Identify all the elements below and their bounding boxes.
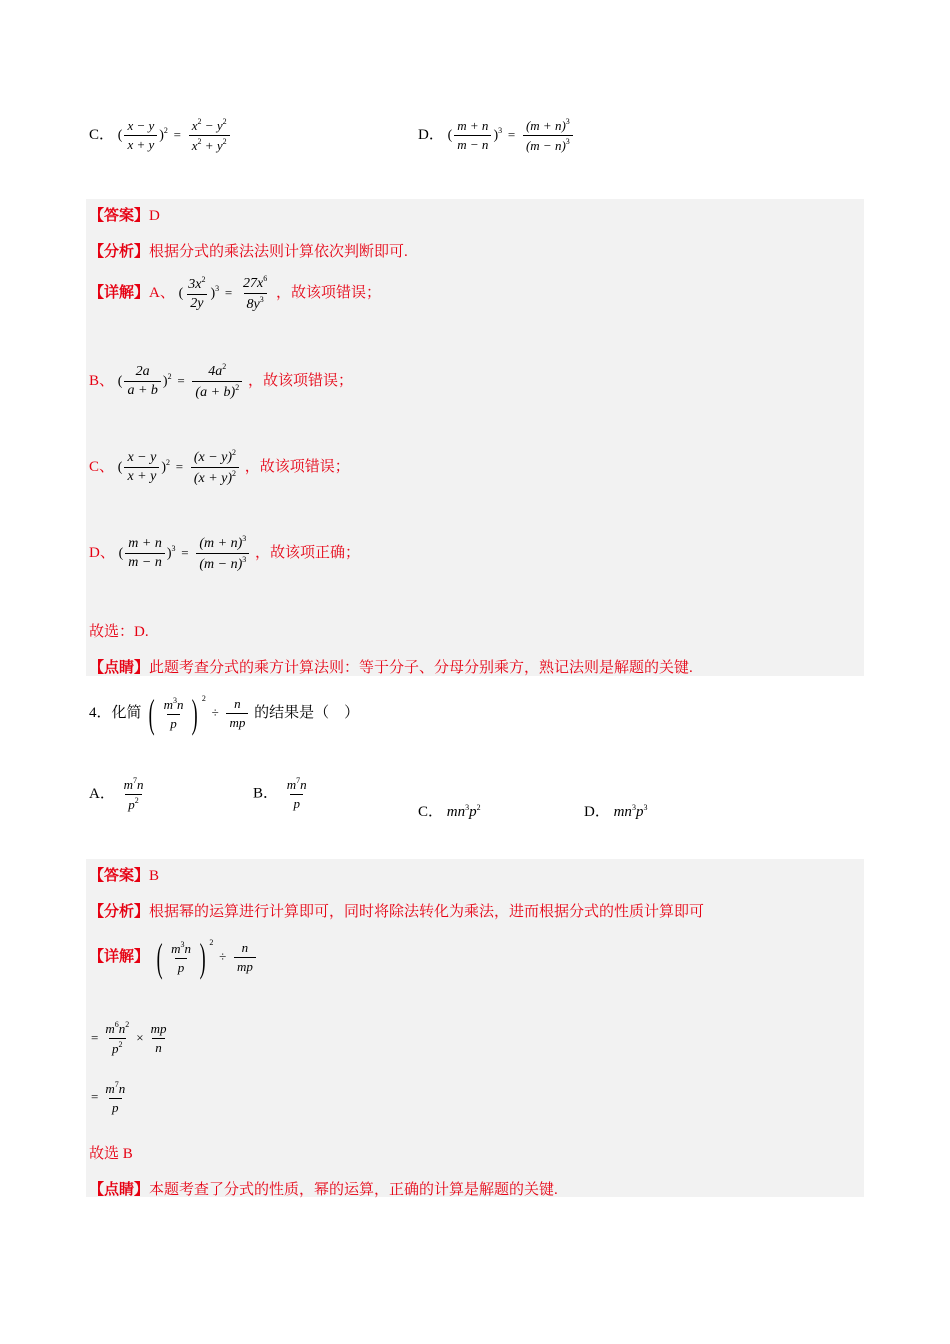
q4-step-2-formula: = $\frac{m^7n}{p}$ (91, 1080, 126, 1115)
q4-option-b[interactable] (253, 776, 312, 812)
q4-option-c-formula: $mn^3p^2$ (446, 803, 481, 820)
q3-detail-a (89, 274, 381, 313)
q4-comment (89, 1178, 558, 1199)
q4-answer-tag: 【答案】 (89, 868, 150, 884)
q3-detail-b (89, 362, 353, 401)
q3-comment-tag: 【点睛】 (89, 660, 150, 676)
q4-analysis-text: 根据幂的运算进行计算即可，同时将除法转化为乘法，进而根据分式的性质计算即可 (149, 904, 705, 920)
q4-option-d-label: D． (584, 804, 610, 820)
q4-option-d[interactable] (584, 800, 647, 821)
q3-option-c-formula: ( $\frac{x - y}{x + y}$ )$^2$ = $\frac{x^2 - y^2}{x^2 + y^2}$ (118, 127, 232, 143)
q4-step-1-formula: = $\frac{m^6n^2}{p^2}$ × $\frac{mp}{n}$ (91, 1020, 167, 1056)
q4-number: 4．化简 (89, 704, 142, 721)
q3-analysis-text: 根据分式的乘法法则计算依次判断即可. (149, 244, 408, 260)
q4-step-1 (89, 1020, 171, 1057)
q4-stem-formula: ( $\frac{m^3n}{p}$ ) $^2$ ÷ $\frac{n}{mp}$ (145, 705, 254, 721)
q4-choice: 故选 B (89, 1146, 133, 1162)
q3-detail-c-prefix: C、 (89, 458, 115, 475)
q4-comment-tag: 【点睛】 (89, 1182, 150, 1198)
q4-analysis (89, 900, 704, 921)
q3-answer-value: D (149, 208, 160, 224)
q3-detail-d-formula: ( $\frac{m + n}{m - n}$ )$^3$ = $\frac{(m + n)^3}{(m - n)^3}$ (119, 545, 255, 561)
q3-detail-c (89, 448, 350, 487)
q3-detail-b-suffix: ，故该项错误； (247, 372, 353, 389)
q3-solution-block (86, 199, 864, 676)
q4-answer (89, 864, 159, 885)
q4-detail-formula: ( $\frac{m^3n}{p}$ ) $^2$ ÷ $\frac{n}{mp}$ (153, 949, 258, 965)
q4-option-d-formula: $mn^3p^3$ (613, 803, 648, 820)
q3-detail-d-suffix: ，故该项正确； (254, 544, 360, 561)
q4-option-b-formula: $\frac{m^7n}{p}$ (286, 776, 307, 811)
q4-tail: 的结果是（ ） (254, 704, 360, 721)
q3-option-d[interactable] (418, 117, 575, 154)
q4-stem (89, 690, 359, 737)
q3-answer-tag: 【答案】 (89, 208, 150, 224)
q3-option-c[interactable] (89, 117, 232, 154)
q3-option-d-formula: ( $\frac{m + n}{m - n}$ )$^3$ = $\frac{(m + n)^3}{(m - n)^3}$ (448, 127, 575, 143)
q4-option-a-label: A． (89, 785, 115, 802)
q4-analysis-tag: 【分析】 (89, 904, 150, 920)
q3-comment-text: 此题考查分式的乘方计算法则：等于分子、分母分别乘方，熟记法则是解题的关键. (149, 660, 693, 676)
q3-detail-a-formula: ( $\frac{3x^2}{2y}$ )$^3$ = $\frac{27x^6}{8y^3}$ (178, 274, 268, 312)
q4-option-b-label: B． (253, 785, 279, 802)
q3-analysis-tag: 【分析】 (89, 244, 150, 260)
q4-option-c-label: C． (418, 804, 444, 820)
q4-detail (89, 934, 258, 981)
q3-detail-a-suffix: ，故该项错误； (275, 284, 381, 301)
q4-detail-tag: 【详解】 (89, 948, 150, 965)
q4-answer-value: B (149, 868, 160, 884)
q4-option-a[interactable] (89, 776, 148, 813)
q3-option-c-label: C． (89, 126, 115, 143)
q3-choice: 故选：D. (89, 624, 149, 640)
q3-detail-b-prefix: B、 (89, 372, 115, 389)
q3-detail-b-formula: ( $\frac{2a}{a + b}$ )$^2$ = $\frac{4a^2}{(a + b)^2}$ (118, 373, 248, 389)
q4-option-a-formula: $\frac{m^7n}{p^2}$ (123, 776, 144, 812)
q4-option-c[interactable] (418, 800, 481, 821)
q3-detail-c-suffix: ，故该项错误； (244, 458, 350, 475)
q3-answer (89, 204, 160, 225)
q3-detail-tag: 【详解】 (89, 284, 150, 301)
q3-option-d-label: D． (418, 126, 444, 143)
q3-detail-d (89, 534, 360, 573)
q4-step-2 (89, 1080, 130, 1116)
q3-analysis (89, 240, 408, 261)
q4-comment-text: 本题考查了分式的性质，幂的运算，正确的计算是解题的关键. (149, 1182, 558, 1198)
q3-comment (89, 656, 693, 677)
q3-detail-d-prefix: D、 (89, 544, 115, 561)
q3-detail-c-formula: ( $\frac{x - y}{x + y}$ )$^2$ = $\frac{(x - y)^2}{(x + y)^2}$ (118, 459, 245, 475)
q3-detail-a-prefix: A、 (149, 284, 175, 301)
